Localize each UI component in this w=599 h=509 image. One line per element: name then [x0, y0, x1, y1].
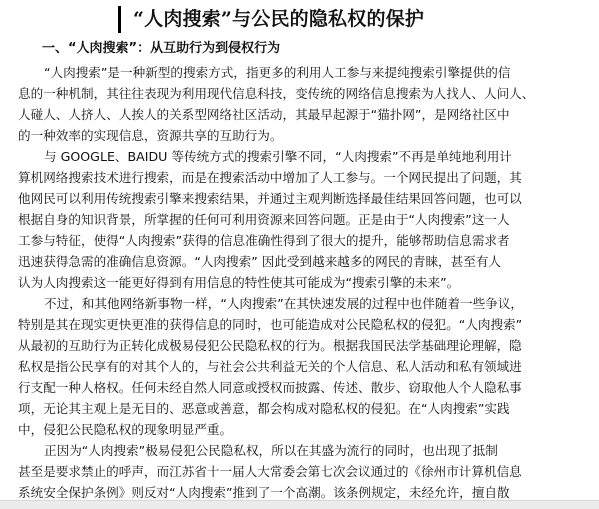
page-bottom-edge	[0, 500, 599, 509]
text-line: 迅速获得急需的准确信息资源。“人肉搜索” 因此受到越来越多的网民的青睐，甚至有人	[18, 254, 502, 269]
text-line: 项，无论其主观上是无目的、恶意或善意，都会构成对隐私权的侵犯。在“人肉搜索”实践	[18, 401, 510, 416]
text-line: 与 GOOGLE、BAIDU 等传统方式的搜索引擎不同，“人肉搜索”不再是单纯地利用计	[44, 149, 512, 164]
text-line: 工参与特征，使得“人肉搜索”获得的信息准确性得到了很大的提升，能够帮助信息需求者	[18, 233, 510, 248]
text-line: 正因为“人肉搜索”极易侵犯公民隐私权，所以在其盛为流行的同时，也出现了抵制	[44, 443, 498, 458]
text-line: 他网民可以利用传统搜索引擎来搜索结果，并通过主观判断选择最佳结果回答问题，也可以	[18, 191, 522, 206]
section-heading: 一、“人肉搜索”：从互助行为到侵权行为	[42, 41, 281, 56]
text-line: 中，侵犯公民隐私权的现象明显严重。	[18, 422, 233, 437]
text-line: “人肉搜索”是一种新型的搜索方式，指更多的利用人工参与来提纯搜索引擎提供的信	[44, 65, 511, 80]
text-line: 从最初的互助行为正转化成极易侵犯公民隐私权的行为。根据我国民法学基础理论理解，隐	[18, 338, 522, 353]
text-line: 根据自身的知识背景，所掌握的任何可利用资源来回答问题。正是由于“人肉搜索”这一人	[18, 212, 510, 227]
text-line: 认为人肉搜索这一能更好得到有用信息的特性使其可能成为“搜索引擎的未来”。	[18, 275, 460, 290]
text-line: 的一种效率的实现信息，资源共享的互助行为。	[18, 128, 283, 143]
text-line: 不过，和其他网络新事物一样，“人肉搜索”在其快速发展的过程中也伴随着一些争议，	[44, 296, 524, 311]
title-marker	[118, 6, 121, 33]
text-line: 行支配一种人格权。任何未经自然人同意或授权而披露、传述、散步、窃取他人个人隐私事	[18, 380, 522, 395]
text-line: 息的一种机制，其往往表现为利用现代信息科技，变传统的网络信息搜索为人找人、人问人、	[18, 86, 535, 101]
text-line: 系统安全保护条例》则反对“人肉搜索”推到了一个高潮。该条例规定，未经允许，擅自散	[18, 485, 510, 500]
text-line: 算机网络搜索技术进行搜索，而是在搜索活动中增加了人工参与。一个网民提出了问题，其	[18, 170, 522, 185]
text-line: 特别是其在现实更快更准的获得信息的同时，也可能造成对公民隐私权的侵犯。“人肉搜索”	[18, 317, 523, 332]
text-line: 甚至是要求禁止的呼声，而江苏省十一届人大常委会第七次会议通过的《徐州市计算机信息	[18, 464, 522, 479]
text-line: 私权是指公民享有的对其个人的，与社会公共利益无关的个人信息、私人活动和私有领域进	[18, 359, 522, 374]
document-title: “人肉搜索”与公民的隐私权的保护	[133, 8, 425, 30]
text-line: 人碰人、人挤人、人挨人的关系型网络社区活动，其最早起源于“猫扑网”，是网络社区中	[18, 107, 510, 122]
